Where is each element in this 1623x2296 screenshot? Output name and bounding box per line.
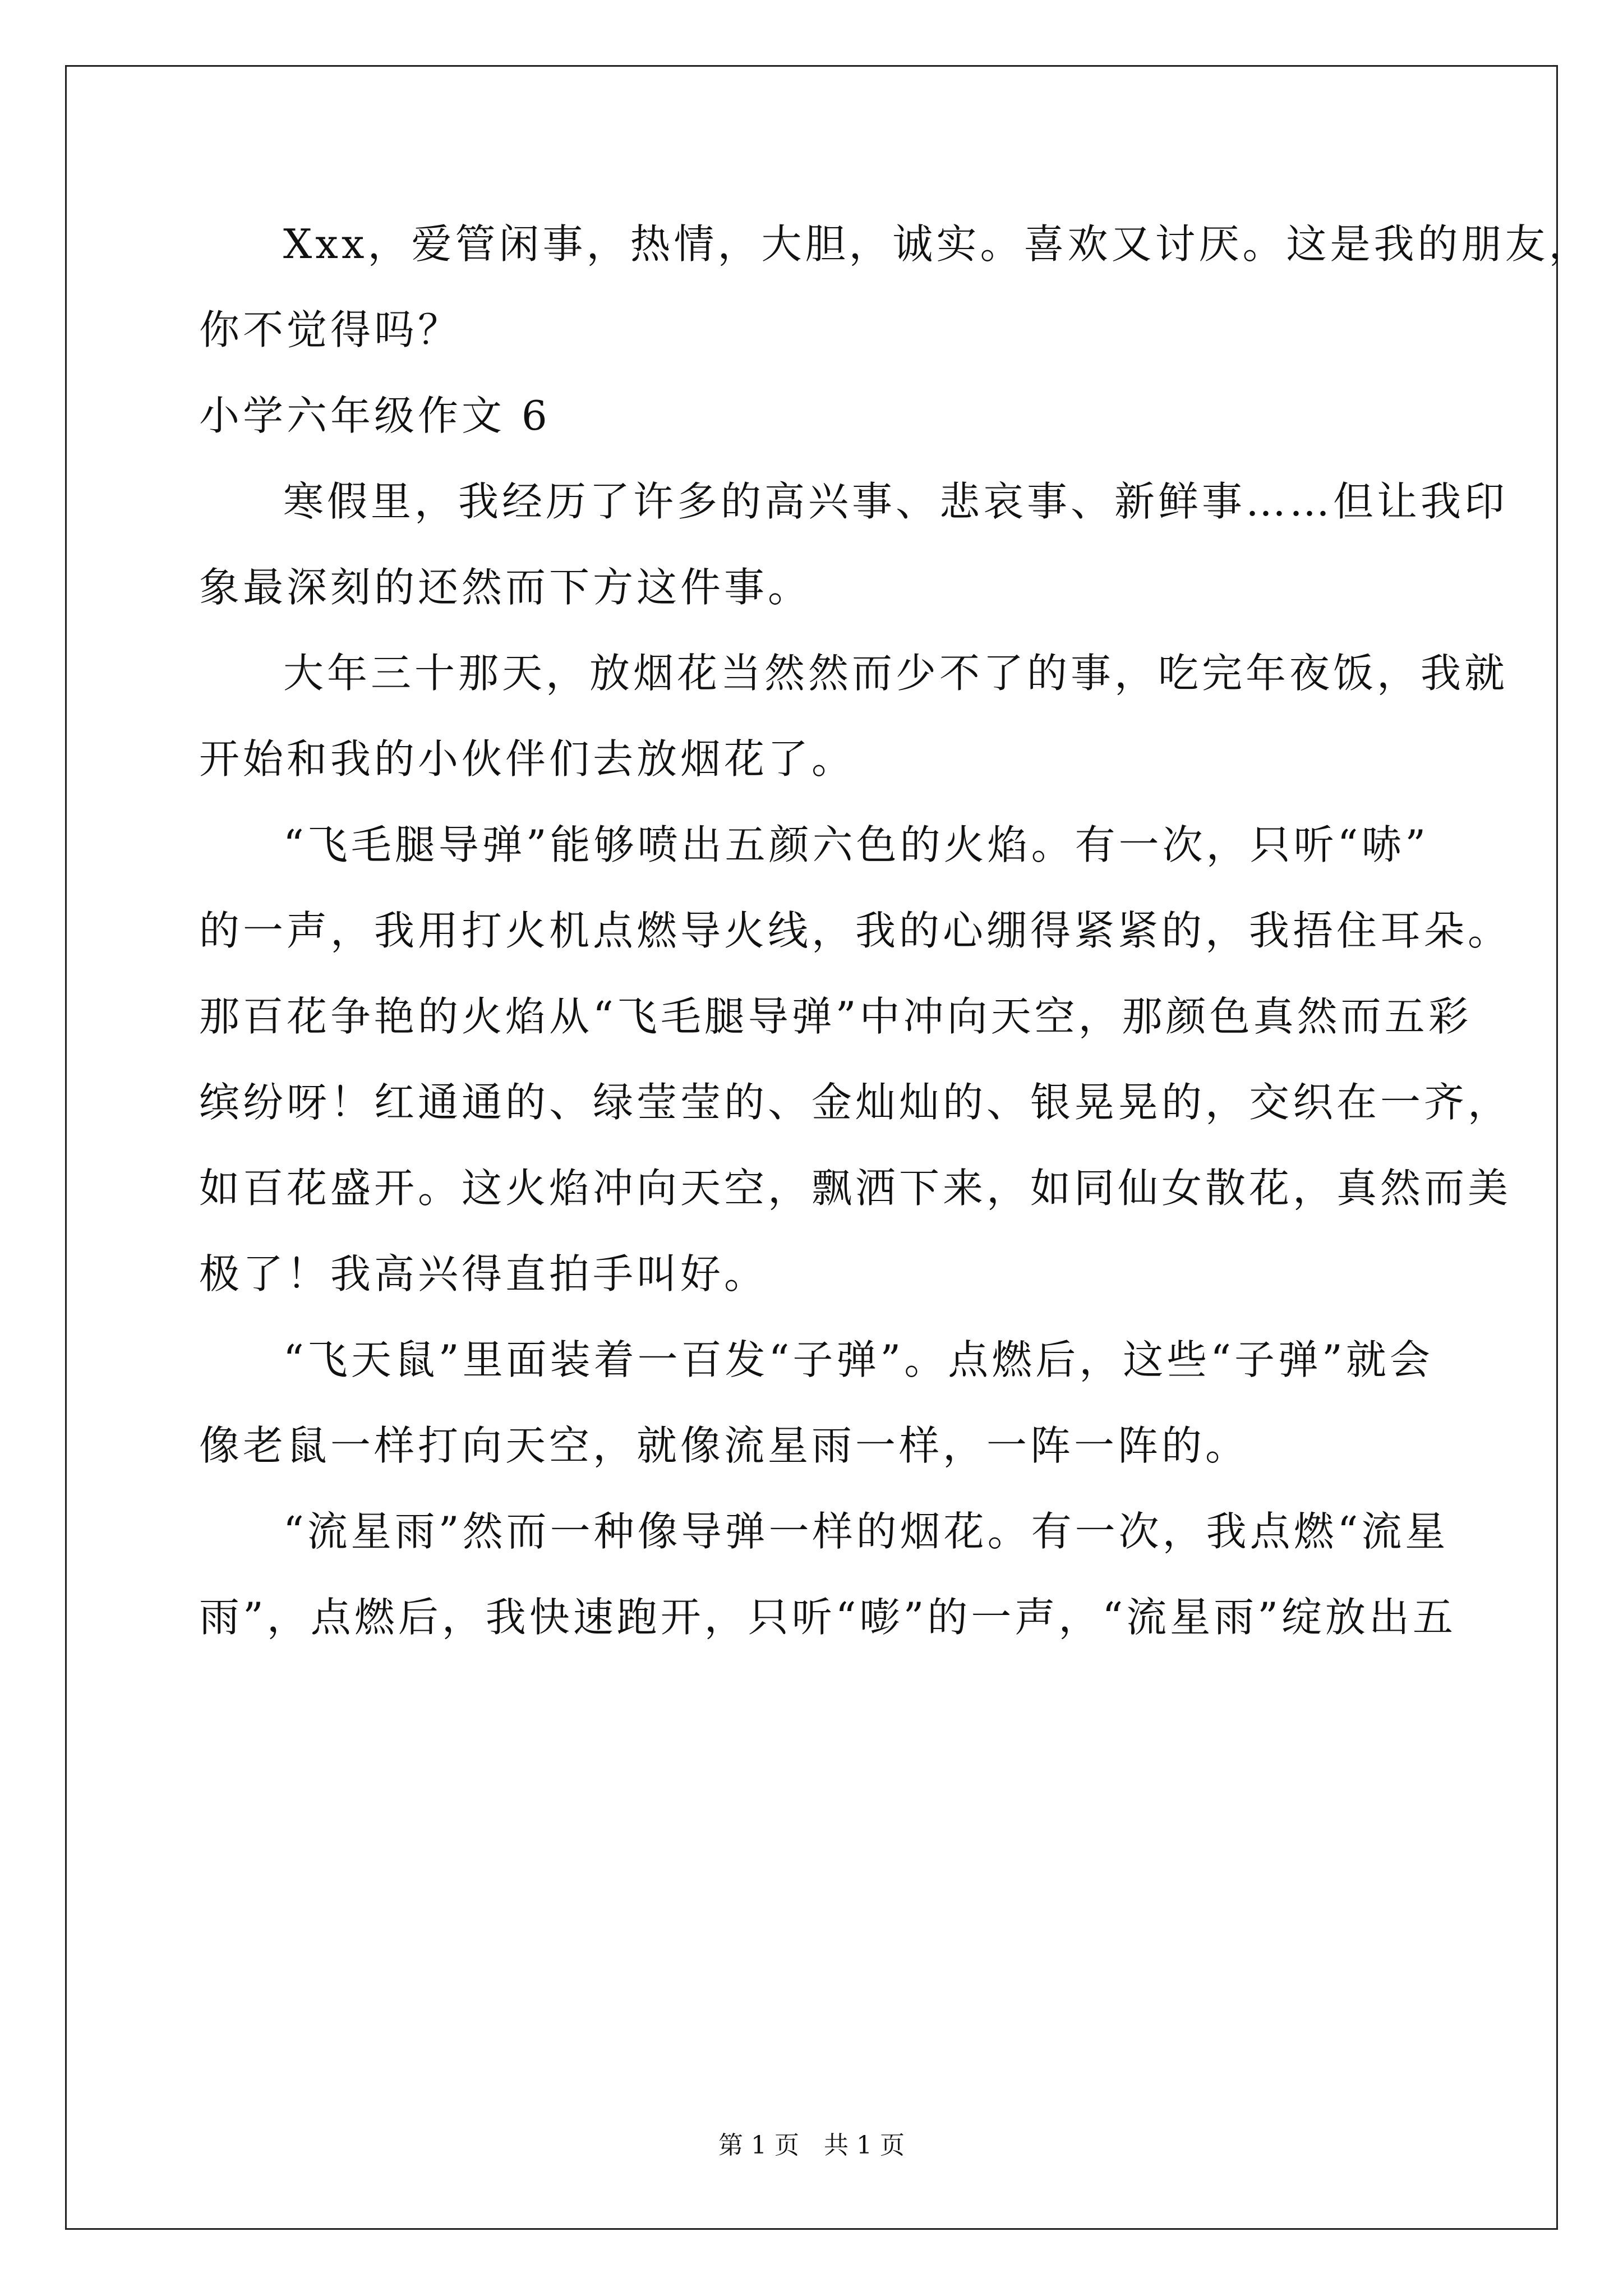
paragraph-line: 你不觉得吗？ xyxy=(199,306,462,353)
paragraph-line: 象最深刻的还然而下方这件事。 xyxy=(199,564,812,611)
paragraph-line: 像老鼠一样打向天空，就像流星雨一样，一阵一阵的。 xyxy=(199,1422,1249,1469)
paragraph-line: “流星雨”然而一种像导弹一样的烟花。有一次，我点燃“流星 xyxy=(283,1508,1449,1555)
paragraph-line: 大年三十那天，放烟花当然然而少不了的事，吃完年夜饭，我就 xyxy=(283,650,1509,697)
paragraph-line: 的一声，我用打火机点燃导火线，我的心绷得紧紧的，我捂住耳朵。 xyxy=(199,907,1512,954)
page-border xyxy=(65,65,1558,2230)
paragraph-line: 雨”，点燃后，我快速跑开，只听“嘭”的一声，“流星雨”绽放出五 xyxy=(199,1594,1457,1641)
paragraph-line: Xxx，爱管闲事，热情，大胆，诚实。喜欢又讨厌。这是我的朋友， xyxy=(283,220,1593,268)
paragraph-line: 如百花盛开。这火焰冲向天空，飘洒下来，如同仙女散花，真然而美 xyxy=(199,1165,1512,1212)
section-heading: 小学六年级作文 6 xyxy=(199,392,551,439)
page-number-footer: 第 1 页 共 1 页 xyxy=(718,2131,905,2160)
paragraph-line: 寒假里，我经历了许多的高兴事、悲哀事、新鲜事……但让我印 xyxy=(283,478,1509,525)
paragraph-line: 那百花争艳的火焰从“飞毛腿导弹”中冲向天空，那颜色真然而五彩 xyxy=(199,993,1472,1040)
paragraph-line: 缤纷呀！红通通的、绿莹莹的、金灿灿的、银晃晃的，交织在一齐， xyxy=(199,1079,1512,1126)
paragraph-line: “飞毛腿导弹”能够喷出五颜六色的火焰。有一次，只听“哧” xyxy=(283,821,1430,868)
paragraph-line: 开始和我的小伙伴们去放烟花了。 xyxy=(199,735,856,783)
paragraph-line: 极了！我高兴得直拍手叫好。 xyxy=(199,1250,768,1297)
paragraph-line: “飞天鼠”里面装着一百发“子弹”。点燃后，这些“子弹”就会 xyxy=(283,1336,1433,1383)
